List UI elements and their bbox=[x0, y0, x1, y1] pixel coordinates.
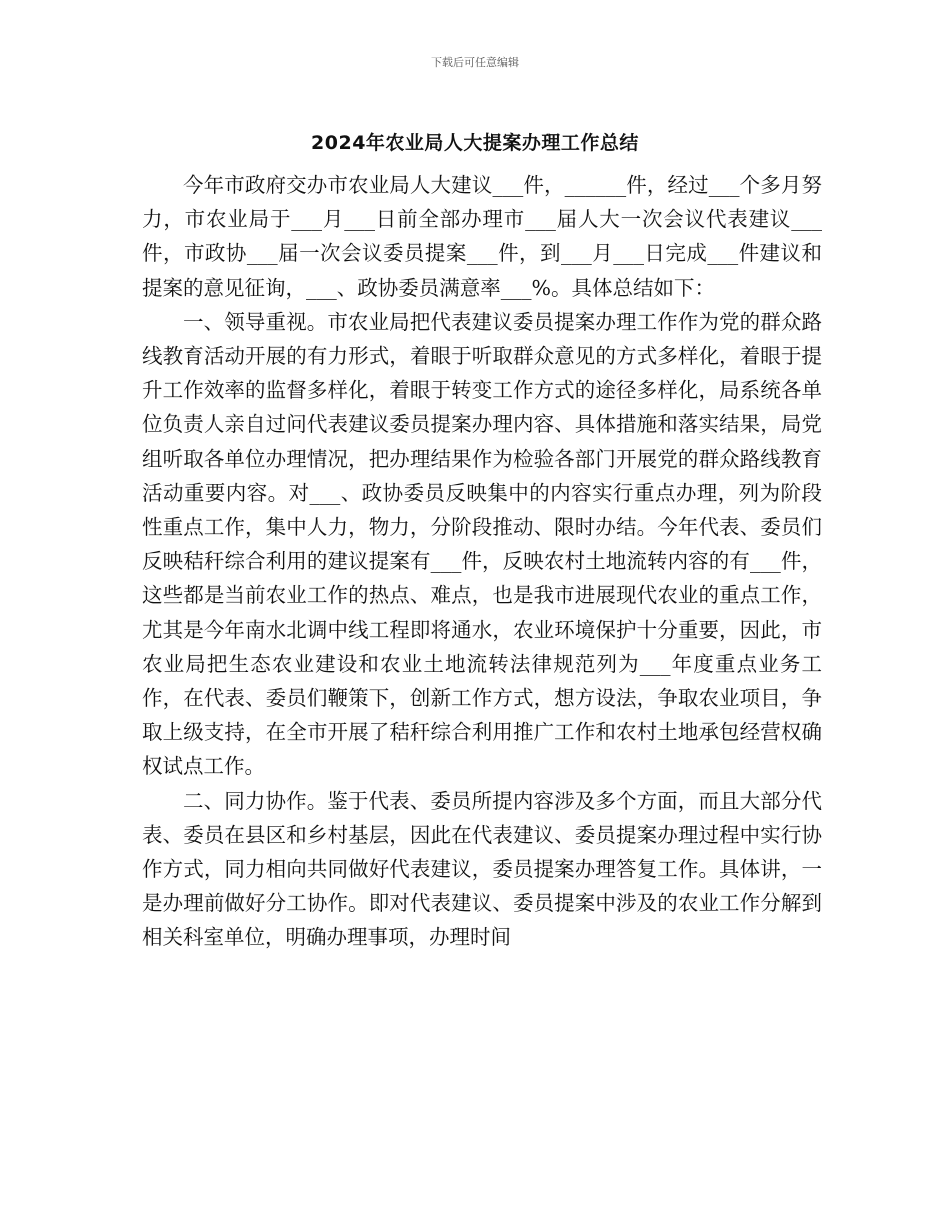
header-note: 下载后可任意编辑 bbox=[431, 56, 519, 69]
document-title: 2024年农业局人大提案办理工作总结 bbox=[311, 132, 639, 154]
paragraph-cooperation: 二、同力协作。鉴于代表、委员所提内容涉及多个方面，而且大部分代表、委员在县区和乡村基层，因此在代表建议、委员提案办理过程中实行协作方式，同力相向共同做好代表建议，委员提案办理答复工作。具体讲，一是办理前做好分工协作。即对代表建议、委员提案中涉及的农业工作分解到相关科室单位，明确办理事项，办理时间 bbox=[142, 788, 822, 950]
document-body bbox=[142, 168, 822, 955]
paragraph-intro: 今年市政府交办市农业局人大建议___件，______件，经过___个多月努力，市农业局于___月___日前全部办理市___届人大一次会议代表建议___件，市政协___届一次会议委员提案___件，到___月___日完成___件建议和提案的意见征询，___、政协委员满意率___%。具体总结如下： bbox=[142, 173, 822, 300]
paragraph-leadership: 一、领导重视。市农业局把代表建议委员提案办理工作作为党的群众路线教育活动开展的有力形式，着眼于听取群众意见的方式多样化，着眼于提升工作效率的监督多样化，着眼于转变工作方式的途径多样化，局系统各单位负责人亲自过问代表建议委员提案办理内容、具体措施和落实结果，局党组听取各单位办理情况，把办理结果作为检验各部门开展党的群众路线教育活动重要内容。对___、政协委员反映集中的内容实行重点办理，列为阶段性重点工作，集中人力，物力，分阶段推动、限时办结。今年代表、委员们反映秸秆综合利用的建议提案有___件，反映农村土地流转内容的有___件，这些都是当前农业工作的热点、难点，也是我市进展现代农业的重点工作，尤其是今年南水北调中线工程即将通水，农业环境保护十分重要，因此，市农业局把生态农业建设和农业土地流转法律规范列为___年度重点业务工作，在代表、委员们鞭策下，创新工作方式，想方设法，争取农业项目，争取上级支持，在全市开展了秸秆综合利用推广工作和农村土地承包经营权确权试点工作。 bbox=[142, 309, 822, 779]
